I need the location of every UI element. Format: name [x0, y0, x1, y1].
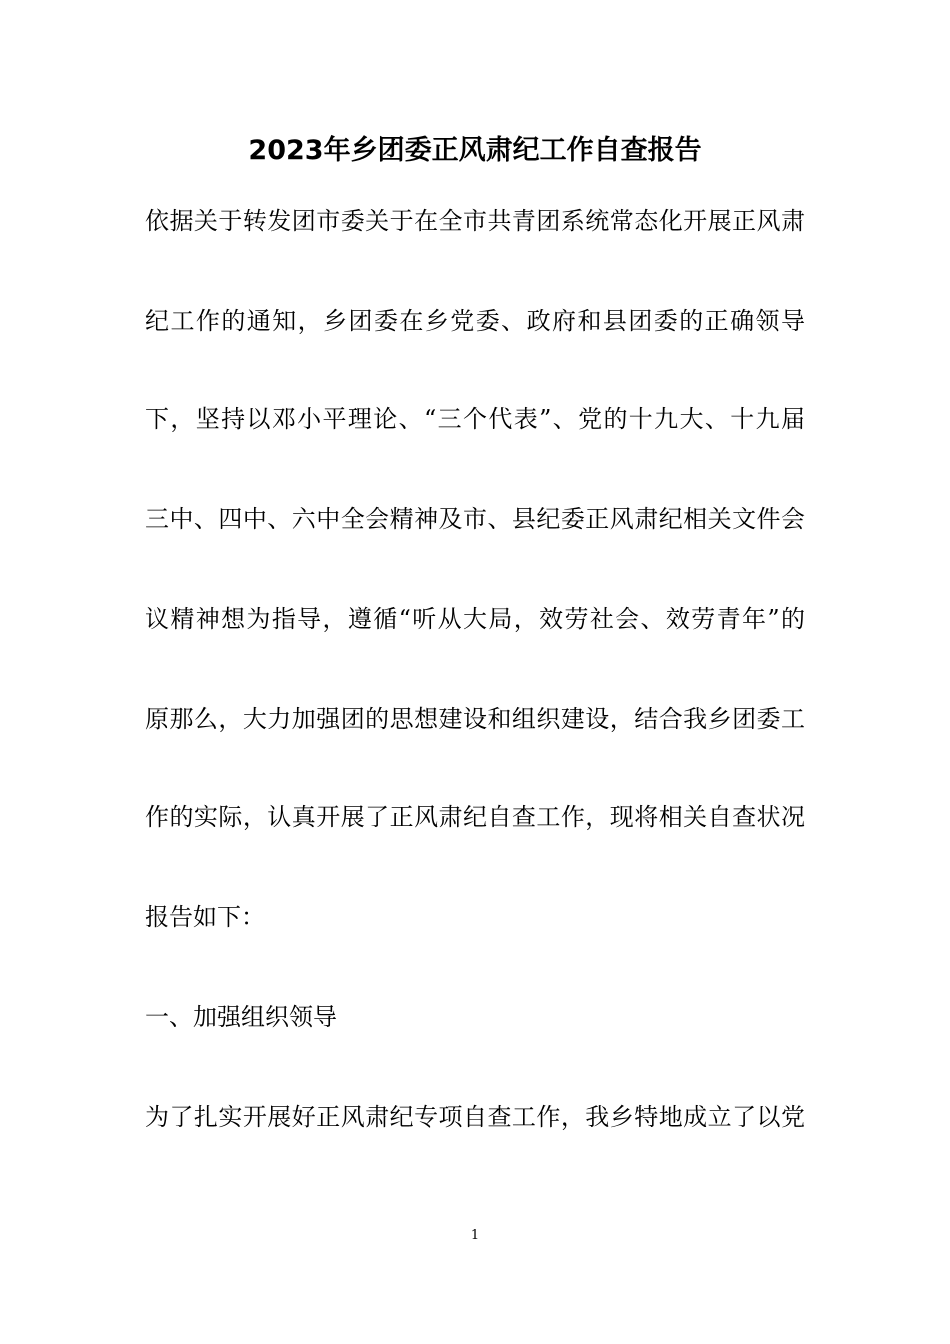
body-line-6: 原那么，大力加强团的思想建设和组织建设，结合我乡团委工 — [145, 705, 805, 733]
body-line-4: 三中、四中、六中全会精神及市、县纪委正风肃纪相关文件会 — [145, 505, 805, 533]
body-line-7: 作的实际，认真开展了正风肃纪自查工作，现将相关自查状况 — [145, 803, 805, 831]
body-line-8: 报告如下： — [145, 903, 265, 931]
page-number: 1 — [470, 1228, 480, 1243]
body-line-5: 议精神想为指导，遵循“听从大局，效劳社会、效劳青年”的 — [145, 605, 805, 633]
body-line-2: 纪工作的通知，乡团委在乡党委、政府和县团委的正确领导 — [145, 307, 805, 335]
section-heading-1: 一、加强组织领导 — [145, 1003, 337, 1031]
body-line-10: 为了扎实开展好正风肃纪专项自查工作，我乡特地成立了以党 — [145, 1103, 805, 1131]
document-title: 2023年乡团委正风肃纪工作自查报告 — [248, 135, 702, 166]
body-line-1: 依据关于转发团市委关于在全市共青团系统常态化开展正风肃 — [145, 207, 805, 235]
body-line-3: 下，坚持以邓小平理论、“三个代表”、党的十九大、十九届 — [145, 405, 805, 433]
